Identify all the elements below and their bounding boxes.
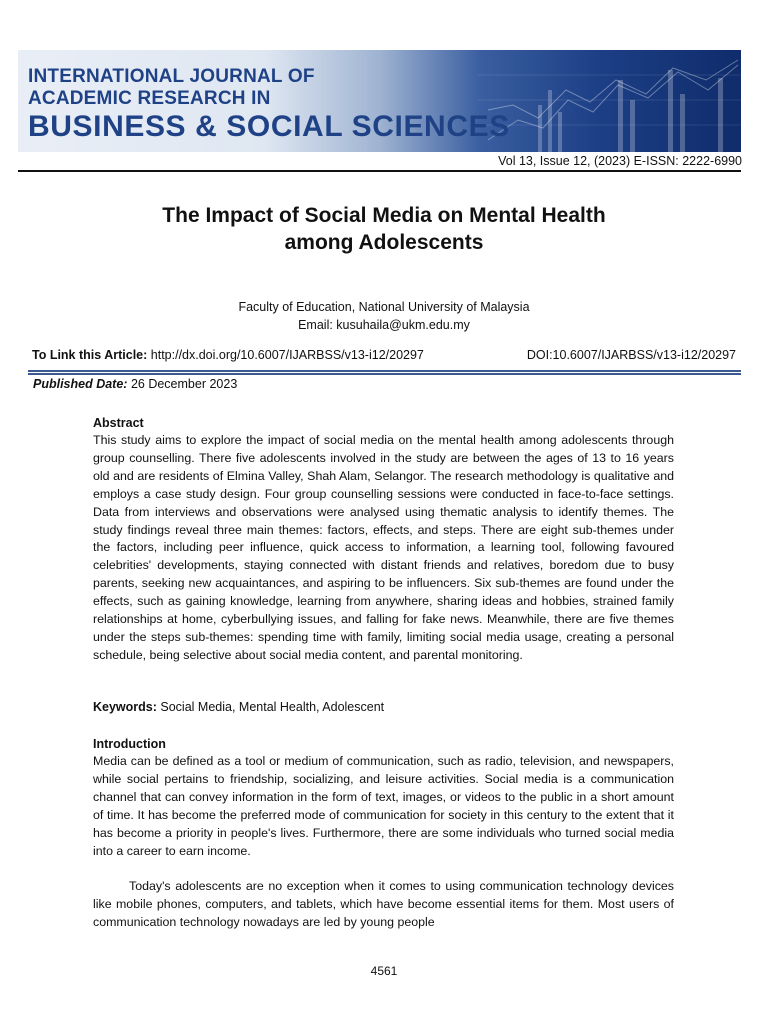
affiliation: Faculty of Education, National University of Malaysia: [238, 300, 530, 314]
keywords-line: [93, 700, 384, 714]
published-date-line: [33, 377, 237, 391]
journal-banner: [18, 50, 741, 152]
introduction-paragraph-1: Media can be defined as a tool or medium of communication, such as radio, television, and newspapers, while social pertains to friendship, socializing, and leisure activities. Social media is a communication channel that can convey information in the form of text, images, or videos to the public in a short amount of time. It has become the preferred mode of communication for society in this century to the extent that it has become a priority in people's lives. Furthermore, there are some individuals who turned social media into a career to earn income.: [93, 754, 674, 858]
journal-name-line1: INTERNATIONAL JOURNAL OF: [28, 66, 315, 87]
abstract-heading: Abstract: [93, 416, 144, 430]
author-email: Email: kusuhaila@ukm.edu.my: [298, 318, 470, 332]
volume-issue: Vol 13, Issue 12, (2023) E-ISSN: 2222-6990: [498, 154, 742, 168]
abstract-text: This study aims to explore the impact of social media on the mental health among adolescents through group counselling. There five adolescents involved in the study are between the ages of 13 to 16 years old and are residents of Elmina Valley, Shah Alam, Selangor. The research methodology is qualitative and employs a case study design. Four group counselling sessions were conducted in face-to-face settings. Data from interviews and observations were analysed using thematic analysis to identify themes. The study findings reveal three main themes: factors, effects, and steps. There are eight sub-themes under the factors, including peer influence, quick access to information, a learning tool, following favoured celebrities' developments, staying connected with distant friends and relatives, boredom due to busy parents, seeking new acquaintances, and aspiring to be influencers. Six sub-themes are found under the effects, such as gaining knowledge, learning from anywhere, sharing ideas and hobbies, strained family relationships at home, cyberbullying issues, and falling for fake news. Meanwhile, there are five themes under the steps sub-themes: spending time with family, limiting social media usage, creating a personal schedule, being selective about social media content, and parental monitoring.: [93, 433, 674, 662]
double-rule-bottom: [28, 373, 741, 375]
keywords-value: Social Media, Mental Health, Adolescent: [160, 700, 385, 714]
article-doi[interactable]: DOI:10.6007/IJARBSS/v13-i12/20297: [526, 348, 736, 362]
article-url[interactable]: http://dx.doi.org/10.6007/IJARBSS/v13-i12/20297: [150, 348, 424, 362]
published-date: 26 December 2023: [130, 377, 238, 391]
article-link-line: [32, 348, 744, 362]
journal-name-line2: ACADEMIC RESEARCH IN: [28, 88, 271, 109]
published-label: Published Date:: [33, 377, 128, 391]
keywords-label: Keywords:: [93, 700, 157, 714]
page-number: 4561: [370, 964, 398, 978]
article-title: [60, 202, 708, 256]
link-label: To Link this Article:: [32, 348, 148, 362]
double-rule-top: [28, 370, 741, 372]
introduction-paragraph-2: Today's adolescents are no exception when it comes to using communication technology devices like mobile phones, computers, and tablets, which have become essential items for them. Most users of communication technology nowadays are led by young people: [93, 879, 674, 929]
journal-name-line3: BUSINESS & SOCIAL SCIENCES: [28, 110, 510, 143]
title-line-1: The Impact of Social Media on Mental Health: [162, 204, 606, 227]
introduction-heading: Introduction: [93, 737, 166, 751]
header-divider: [18, 170, 741, 172]
title-line-2: among Adolescents: [284, 231, 484, 254]
